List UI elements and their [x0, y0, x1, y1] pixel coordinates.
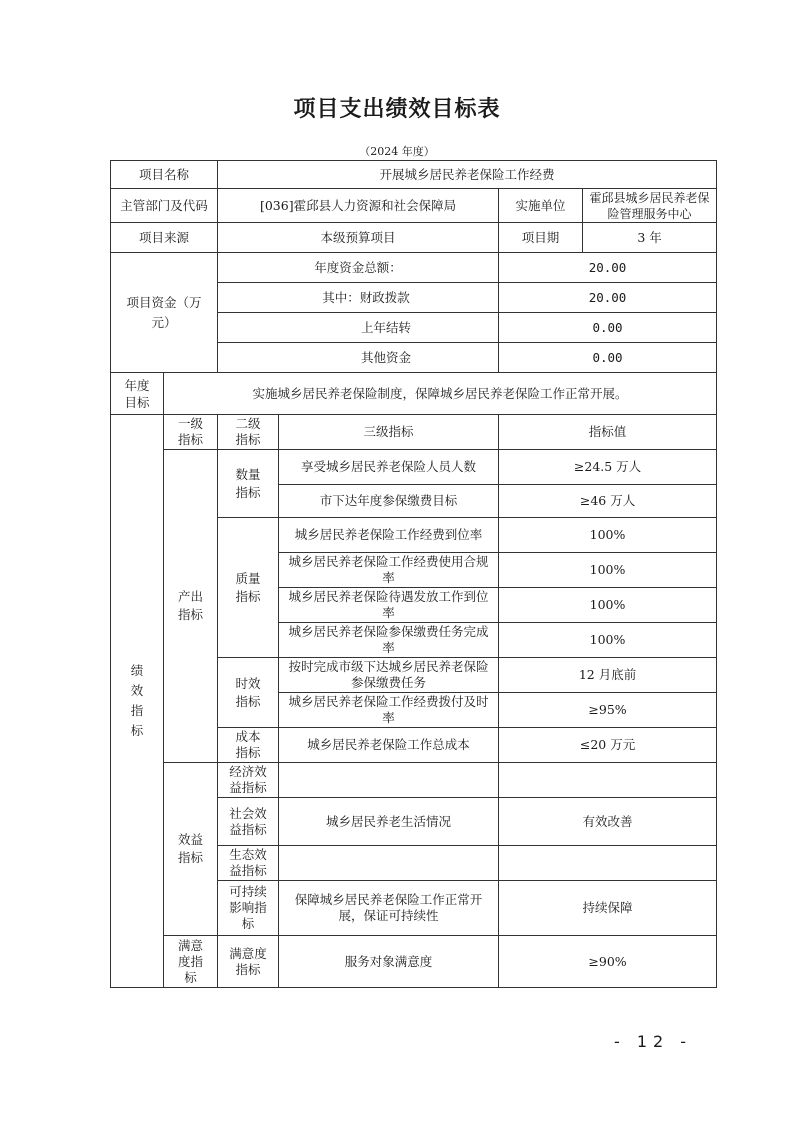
indicator-value: ≥90%	[499, 936, 717, 988]
indicator-value: 100%	[499, 623, 717, 658]
unit-label: 实施单位	[499, 189, 583, 223]
header-value: 指标值	[499, 415, 717, 450]
indicator-name: 按时完成市级下达城乡居民养老保险参保缴费任务	[279, 658, 499, 693]
funds-fiscal-value: 20.00	[499, 283, 717, 313]
goal-label: 年度目标	[111, 373, 164, 415]
indicator-value: 100%	[499, 588, 717, 623]
funds-fiscal-label: 其中：财政拨款	[218, 283, 499, 313]
indicator-name: 城乡居民养老生活情况	[279, 798, 499, 846]
page-number: - 12 -	[614, 1032, 693, 1051]
source-label: 项目来源	[111, 223, 218, 253]
indicator-name	[279, 846, 499, 881]
funds-carryover-value: 0.00	[499, 313, 717, 343]
project-name-label: 项目名称	[111, 161, 218, 189]
indicators-label: 绩效指标	[111, 415, 164, 988]
funds-other-value: 0.00	[499, 343, 717, 373]
performance-table	[110, 160, 717, 988]
year-label: （2024 年度）	[359, 145, 435, 158]
timeliness-label: 时效指标	[218, 658, 279, 728]
social-label: 社会效益指标	[218, 798, 279, 846]
header-level3: 三级指标	[279, 415, 499, 450]
funds-total-value: 20.00	[499, 253, 717, 283]
indicator-name: 市下达年度参保缴费目标	[279, 485, 499, 518]
indicator-value: ≥24.5 万人	[499, 450, 717, 485]
indicator-name: 保障城乡居民养老保险工作正常开展，保证可持续性	[279, 881, 499, 936]
period-label: 项目期	[499, 223, 583, 253]
indicator-value	[499, 763, 717, 798]
funds-total-label: 年度资金总额：	[218, 253, 499, 283]
indicator-name	[279, 763, 499, 798]
indicator-value: ≥46 万人	[499, 485, 717, 518]
indicator-value: ≤20 万元	[499, 728, 717, 763]
funds-carryover-label: 上年结转	[218, 313, 499, 343]
indicator-name: 城乡居民养老保险工作经费到位率	[279, 518, 499, 553]
indicator-value: 100%	[499, 553, 717, 588]
page-title: 项目支出绩效目标表	[293, 97, 501, 122]
period-value: 3 年	[583, 223, 717, 253]
indicator-value: ≥95%	[499, 693, 717, 728]
indicator-name: 城乡居民养老保险参保缴费任务完成率	[279, 623, 499, 658]
department-label: 主管部门及代码	[111, 189, 218, 223]
economic-label: 经济效益指标	[218, 763, 279, 798]
quantity-label: 数量指标	[218, 450, 279, 518]
indicator-value: 100%	[499, 518, 717, 553]
indicator-value	[499, 846, 717, 881]
source-value: 本级预算项目	[218, 223, 499, 253]
funds-label: 项目资金（万元）	[111, 253, 218, 373]
cost-label: 成本指标	[218, 728, 279, 763]
indicator-value: 有效改善	[499, 798, 717, 846]
satisfaction-l1-label: 满意度指标	[164, 936, 218, 988]
indicator-name: 城乡居民养老保险工作经费使用合规率	[279, 553, 499, 588]
indicator-value: 12 月底前	[499, 658, 717, 693]
indicator-name: 享受城乡居民养老保险人员人数	[279, 450, 499, 485]
unit-value: 霍邱县城乡居民养老保险管理服务中心	[583, 189, 717, 223]
funds-other-label: 其他资金	[218, 343, 499, 373]
satisfaction-l2-label: 满意度指标	[218, 936, 279, 988]
indicator-name: 城乡居民养老保险工作经费拨付及时率	[279, 693, 499, 728]
sustainable-label: 可持续影响指标	[218, 881, 279, 936]
quality-label: 质量指标	[218, 518, 279, 658]
indicator-name: 城乡居民养老保险待遇发放工作到位率	[279, 588, 499, 623]
department-value: [036]霍邱县人力资源和社会保障局	[218, 189, 499, 223]
indicator-value: 持续保障	[499, 881, 717, 936]
goal-text: 实施城乡居民养老保险制度，保障城乡居民养老保险工作正常开展。	[164, 373, 717, 415]
project-name-value: 开展城乡居民养老保险工作经费	[218, 161, 717, 189]
benefit-label: 效益指标	[164, 763, 218, 936]
output-label: 产出指标	[164, 450, 218, 763]
header-level1: 一级指标	[164, 415, 218, 450]
indicator-name: 服务对象满意度	[279, 936, 499, 988]
header-level2: 二级指标	[218, 415, 279, 450]
ecological-label: 生态效益指标	[218, 846, 279, 881]
indicator-name: 城乡居民养老保险工作总成本	[279, 728, 499, 763]
